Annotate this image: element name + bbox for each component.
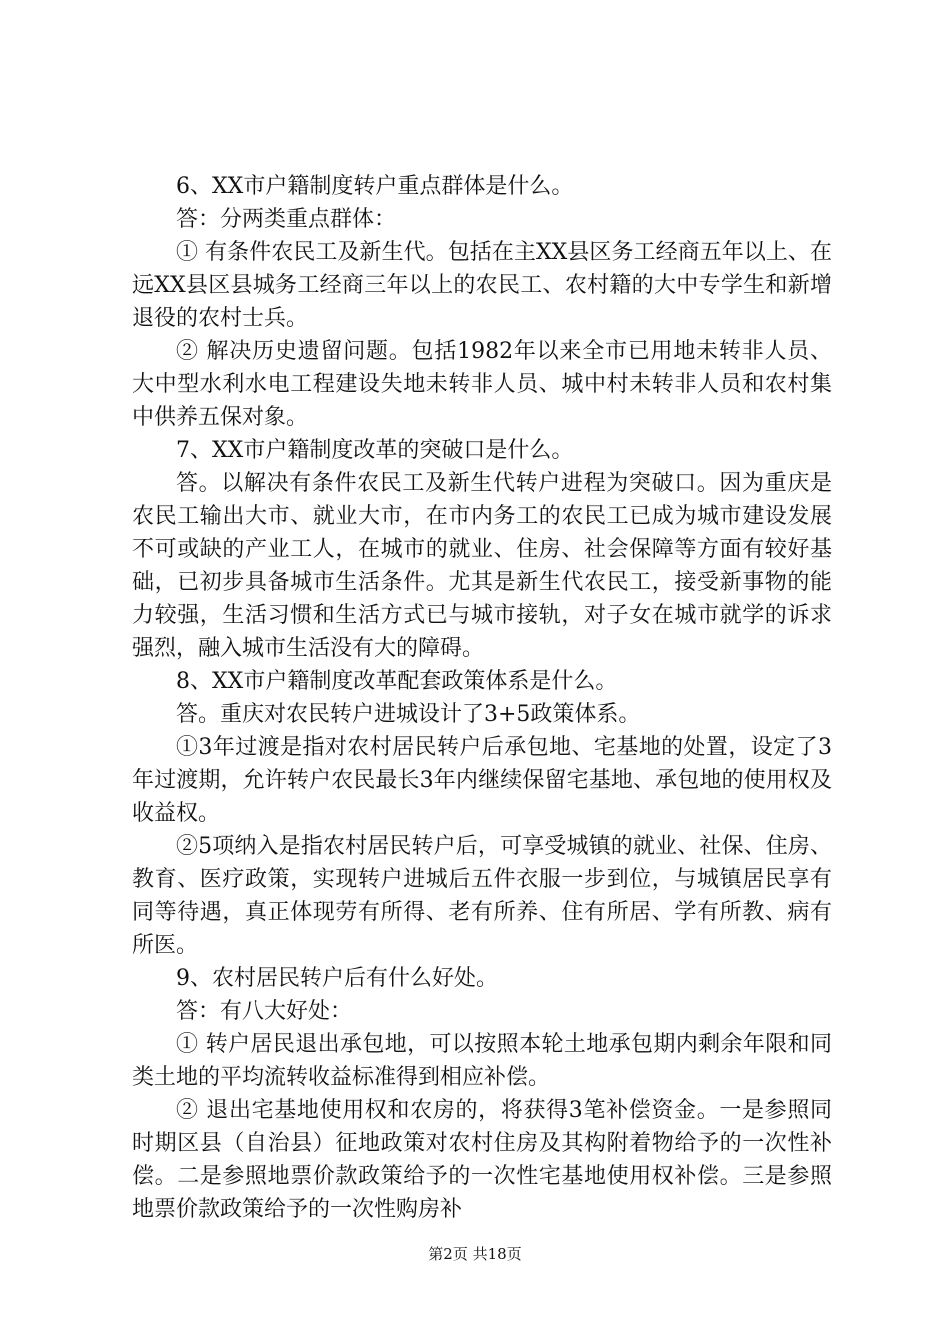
paragraph: ② 退出宅基地使用权和农房的，将获得3笔补偿资金。一是参照同时期区县（自治县）征地政策对农村住房及其构附着物给予的一次性补偿。二是参照地票价款政策给予的一次性宅基地使用权补偿。三是参照地票价款政策给予的一次性购房补 [132,1098,832,1222]
paragraph: 7、XX市户籍制度改革的突破口是什么。 [176,438,574,463]
paragraph: ②5项纳入是指农村居民转户后，可享受城镇的就业、社保、住房、教育、医疗政策，实现转户进城后五件衣服一步到位，与城镇居民享有同等待遇，真正体现劳有所得、老有所养、住有所居、学有所教、病有所医。 [132,834,832,958]
paragraph: 6、XX市户籍制度转户重点群体是什么。 [176,174,574,199]
paragraph: 答：分两类重点群体： [176,207,397,232]
paragraph: 8、XX市户籍制度改革配套政策体系是什么。 [176,669,618,694]
paragraph: ①3年过渡是指对农村居民转户后承包地、宅基地的处置，设定了3年过渡期，允许转户农民最长3年内继续保留宅基地、承包地的使用权及收益权。 [132,735,832,826]
paragraph: 9、农村居民转户后有什么好处。 [176,966,498,991]
paragraph: ② 解决历史遗留问题。包括1982年以来全市已用地未转非人员、大中型水利水电工程建设失地未转非人员、城中村未转非人员和农村集中供养五保对象。 [132,339,832,430]
paragraph: ① 转户居民退出承包地，可以按照本轮土地承包期内剩余年限和同类土地的平均流转收益标准得到相应补偿。 [132,1032,832,1090]
document-body [132,170,832,1226]
paragraph: 答。重庆对农民转户进城设计了3+5政策体系。 [176,702,641,727]
paragraph: 答：有八大好处： [176,999,353,1024]
page-footer: 第2页 共18页 [428,1245,522,1263]
paragraph: 答。以解决有条件农民工及新生代转户进程为突破口。因为重庆是农民工输出大市、就业大市，在市内务工的农民工已成为城市建设发展不可或缺的产业工人，在城市的就业、住房、社会保障等方面有较好基础，已初步具备城市生活条件。尤其是新生代农民工，接受新事物的能力较强，生活习惯和生活方式已与城市接轨，对子女在城市就学的诉求强烈，融入城市生活没有大的障碍。 [132,471,832,661]
paragraph: ① 有条件农民工及新生代。包括在主XX县区务工经商五年以上、在远XX县区县城务工经商三年以上的农民工、农村籍的大中专学生和新增退役的农村士兵。 [132,240,832,331]
